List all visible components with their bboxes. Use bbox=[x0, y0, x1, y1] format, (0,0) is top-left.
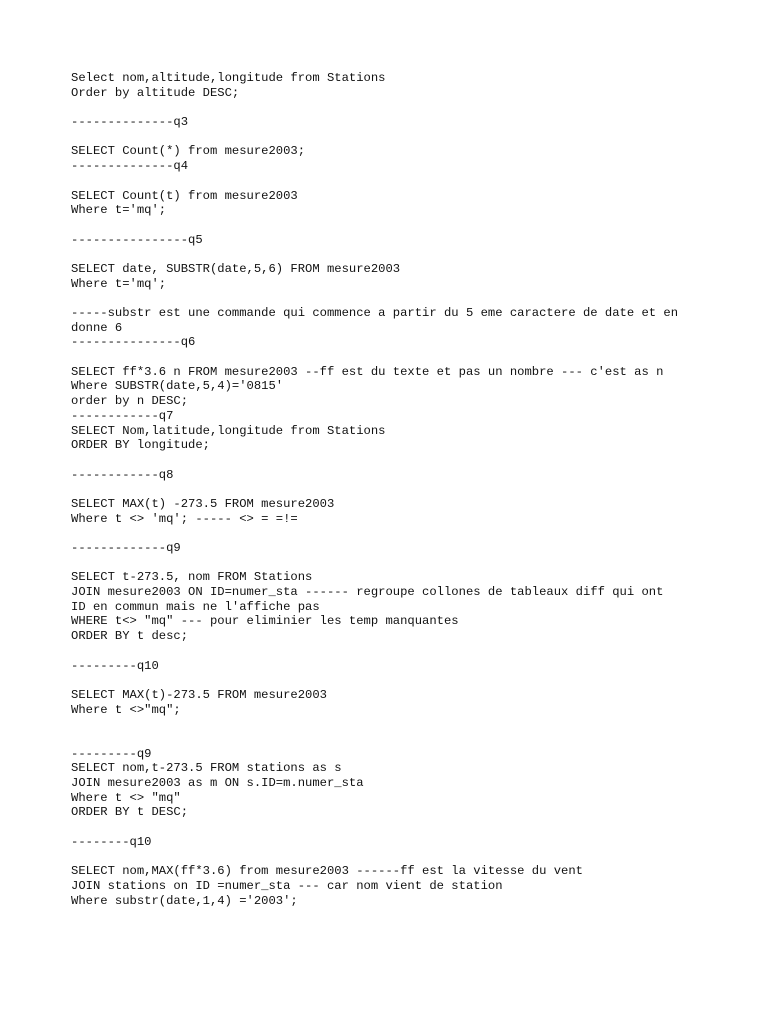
code-line: Where t <>"mq"; bbox=[71, 702, 181, 717]
blank-line bbox=[71, 218, 731, 233]
blank-line bbox=[71, 849, 731, 864]
code-line: ----------------q5 bbox=[71, 232, 203, 247]
blank-line bbox=[71, 820, 731, 835]
code-line: donne 6 bbox=[71, 320, 123, 335]
code-line: WHERE t<> "mq" --- pour eliminier les temp manquantes bbox=[71, 614, 459, 629]
code-line: ID en commun mais ne l'affiche pas bbox=[71, 599, 320, 614]
blank-line bbox=[71, 526, 731, 541]
code-line: ORDER BY t desc; bbox=[71, 629, 189, 644]
code-line: JOIN mesure2003 as m ON s.ID=m.numer_sta bbox=[71, 776, 364, 790]
code-line: SELECT nom,t-273.5 FROM stations as s bbox=[71, 761, 342, 776]
code-line: SELECT t-273.5, nom FROM Stations bbox=[71, 570, 313, 585]
code-line: Where t='mq'; bbox=[71, 203, 167, 218]
code-line: --------------q3 bbox=[71, 115, 189, 130]
code-line: order by n DESC; bbox=[71, 394, 189, 409]
code-line: ORDER BY t DESC; bbox=[71, 805, 189, 820]
blank-line bbox=[71, 673, 731, 688]
code-line: SELECT MAX(t)-273.5 FROM mesure2003 bbox=[71, 687, 327, 702]
blank-line bbox=[71, 717, 731, 732]
code-line: SELECT ff*3.6 n FROM mesure2003 --ff est du texte et pas un nombre --- c'est as n bbox=[71, 364, 664, 379]
code-line: SELECT date, SUBSTR(date,5,6) FROM mesure2003 bbox=[71, 261, 401, 276]
blank-line bbox=[71, 350, 731, 365]
code-line: Select nom,altitude,longitude from Stations bbox=[71, 71, 386, 85]
code-line: ------------q7 bbox=[71, 408, 174, 423]
blank-line bbox=[71, 453, 731, 468]
code-line: JOIN stations on ID =numer_sta --- car nom vient de station bbox=[71, 878, 503, 893]
code-line: Where t <> "mq" bbox=[71, 790, 181, 805]
code-line: Where substr(date,1,4) ='2003'; bbox=[71, 893, 298, 908]
code-line: SELECT Nom,latitude,longitude from Stations bbox=[71, 423, 386, 438]
code-line: Where t <> 'mq'; ----- <> = =!= bbox=[71, 511, 298, 526]
code-line: ---------------q6 bbox=[71, 335, 196, 350]
code-line: Order by altitude DESC; bbox=[71, 85, 240, 100]
code-line: ---------q9 bbox=[71, 746, 152, 761]
code-line: -----substr est une commande qui commence a partir du 5 eme caractere de date et en bbox=[71, 306, 679, 320]
blank-line bbox=[71, 130, 731, 145]
blank-line bbox=[71, 644, 731, 659]
blank-line bbox=[71, 732, 731, 747]
code-line: Where t='mq'; bbox=[71, 276, 167, 291]
blank-line bbox=[71, 100, 731, 115]
code-line: SELECT nom,MAX(ff*3.6) from mesure2003 ------ff est la vitesse du vent bbox=[71, 864, 583, 879]
blank-line bbox=[71, 291, 731, 306]
blank-line bbox=[71, 247, 731, 262]
code-line: SELECT Count(*) from mesure2003; bbox=[71, 144, 306, 159]
code-line: --------q10 bbox=[71, 834, 152, 849]
code-line: --------------q4 bbox=[71, 159, 189, 174]
blank-line bbox=[71, 482, 731, 497]
blank-line bbox=[71, 174, 731, 189]
code-line: ------------q8 bbox=[71, 467, 174, 482]
code-line: SELECT Count(t) from mesure2003 bbox=[71, 188, 298, 203]
code-line: JOIN mesure2003 ON ID=numer_sta ------ regroupe collones de tableaux diff qui ont bbox=[71, 585, 664, 600]
code-line: ---------q10 bbox=[71, 658, 159, 673]
code-line: SELECT MAX(t) -273.5 FROM mesure2003 bbox=[71, 496, 335, 511]
code-line: ORDER BY longitude; bbox=[71, 438, 210, 453]
blank-line bbox=[71, 556, 731, 571]
code-line: Where SUBSTR(date,5,4)='0815' bbox=[71, 379, 284, 394]
code-line: -------------q9 bbox=[71, 541, 181, 555]
document-page bbox=[71, 71, 731, 908]
